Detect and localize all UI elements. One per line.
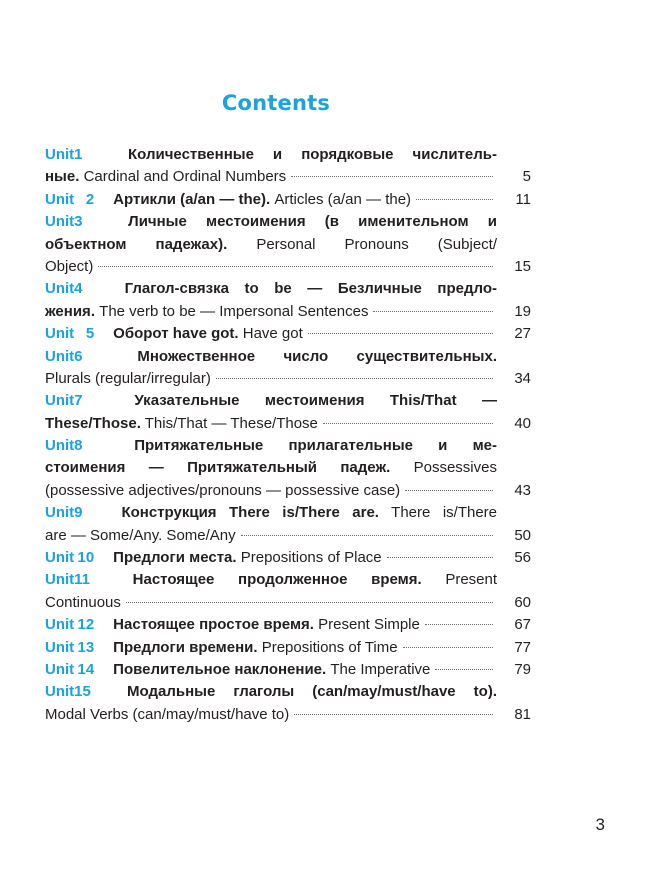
english-title: The verb to be — Impersonal Sentences [99,302,369,320]
english-title: Prepositions of Time [261,638,398,656]
page-ref: 60 [514,593,531,611]
unit-label: Unit8 [45,435,109,457]
unit-label: Unit4 [45,278,109,300]
page-ref: 56 [514,549,531,567]
dot-leader [291,176,493,177]
page-number: 3 [595,815,605,834]
unit-label: Unit7 [45,390,109,412]
toc-entry-text [45,390,497,412]
toc-entry-text [45,525,236,547]
russian-title: Предлоги места. [113,549,237,567]
toc-entry-text [45,368,211,390]
russian-title: Артикли (a/an — the). [113,190,271,208]
russian-title: Конструкция There is/There are. [121,504,379,522]
russian-title: жения. [45,302,95,320]
toc-entry-continuation[interactable] [45,301,531,323]
toc-entry-text [45,301,368,323]
page-ref: 50 [514,526,531,544]
unit-number: 14 [77,660,95,678]
page-ref: 81 [514,705,531,723]
page-ref: 11 [515,190,531,208]
toc-entry-text [45,189,411,211]
english-title: Personal Pronouns (Subject/ [256,235,497,253]
english-title: Present Simple [318,616,420,634]
unit-number: 10 [77,549,95,567]
toc-entry-text [45,502,497,524]
toc-entry-text [45,569,497,591]
russian-title: Оборот have got. [113,325,239,343]
dot-leader [294,714,493,715]
unit-label: Unit3 [45,211,109,233]
toc-entry-continuation[interactable] [45,592,531,614]
toc-entry-text [45,278,497,300]
russian-title: объектном падежах). [45,235,228,253]
toc-entry-text [45,211,497,233]
unit-label: Unit 14 [45,659,109,681]
dot-leader [373,311,493,312]
unit-number: 2 [85,190,95,208]
toc-entry[interactable] [45,435,531,457]
page-ref: 79 [514,660,531,678]
toc-entry[interactable] [45,681,531,703]
table-of-contents [45,144,531,726]
toc-entry-text [45,592,121,614]
english-title: There is/There [391,504,497,522]
toc-entry-text [45,614,420,636]
page-ref: 19 [514,302,531,320]
toc-entry-continuation[interactable] [45,166,531,188]
toc-entry[interactable] [45,502,531,524]
dot-leader [425,624,493,625]
unit-number: 4 [74,280,83,298]
russian-title: Предлоги времени. [113,638,258,656]
toc-entry[interactable] [45,637,531,659]
toc-entry-text [45,256,93,278]
dot-leader [241,535,493,536]
unit-label: Unit 5 [45,323,109,345]
english-title: (possessive adjectives/pronouns — possessive case) [45,481,401,499]
toc-entry-continuation[interactable] [45,457,531,479]
unit-label: Unit9 [45,502,109,524]
toc-entry-text [45,457,497,479]
page-title: Contents [221,91,331,115]
english-title: are — Some/Any. Some/Any [45,526,236,544]
unit-label: Unit 10 [45,547,109,569]
page-ref: 77 [514,638,531,656]
unit-number: 13 [77,638,95,656]
english-title: Present [445,571,497,589]
english-title: Prepositions of Place [240,549,382,567]
english-title: The Imperative [330,660,431,678]
toc-entry-text [45,659,430,681]
english-title: Plurals (regular/irregular) [45,369,211,387]
english-title: Possessives [413,459,497,477]
toc-entry-continuation[interactable] [45,234,531,256]
page-ref: 5 [522,168,531,186]
toc-entry-text [45,166,286,188]
toc-entry-continuation[interactable] [45,256,531,278]
dot-leader [416,199,493,200]
unit-number: 3 [74,213,83,231]
russian-title: Повелительное наклонение. [113,660,327,678]
dot-leader [323,423,493,424]
toc-entry[interactable] [45,144,531,166]
toc-entry-text [45,435,497,457]
dot-leader [387,557,493,558]
russian-title: ные. [45,168,80,186]
toc-entry[interactable] [45,569,531,591]
russian-title: Притяжательные прилагательные и ме- [134,437,497,455]
english-title: Object) [45,257,94,275]
toc-entry[interactable] [45,390,531,412]
dot-leader [216,378,493,379]
toc-entry[interactable] [45,346,531,368]
unit-number: 15 [74,683,91,701]
english-title: Have got [242,325,303,343]
unit-number: 9 [74,504,83,522]
toc-entry[interactable] [45,189,531,211]
russian-title: These/Those. [45,414,141,432]
russian-title: Множественное число существительных. [137,347,497,365]
page-ref: 67 [514,616,531,634]
unit-label: Unit6 [45,346,109,368]
toc-entry[interactable] [45,323,531,345]
unit-number: 6 [74,347,83,365]
english-title: Modal Verbs (can/may/must/have to) [45,705,290,723]
unit-number: 5 [85,325,95,343]
dot-leader [405,490,493,491]
toc-entry[interactable] [45,659,531,681]
toc-entry[interactable] [45,211,531,233]
english-title: This/That — These/Those [144,414,318,432]
unit-number: 11 [74,571,91,589]
english-title: Articles (a/an — the) [274,190,412,208]
dot-leader [98,266,493,267]
toc-entry-text [45,547,382,569]
unit-number: 12 [77,616,95,634]
russian-title: Количественные и порядковые числитель- [128,146,497,163]
toc-entry-text [45,346,497,368]
toc-entry[interactable] [45,547,531,569]
toc-entry-text [45,704,289,726]
dot-leader [435,669,493,670]
unit-label: Unit15 [45,681,109,703]
page-ref: 27 [514,325,531,343]
page-ref: 40 [514,414,531,432]
page-ref: 43 [514,481,531,499]
toc-entry-text [45,323,303,345]
unit-label: Unit 12 [45,614,109,636]
toc-entry-continuation[interactable] [45,368,531,390]
toc-entry-text [45,144,497,166]
toc-entry-continuation[interactable] [45,413,531,435]
russian-title: стоимения — Притяжательный падеж. [45,459,391,477]
russian-title: Настоящее продолженное время. [132,571,422,589]
page-ref: 34 [514,369,531,387]
page-ref: 15 [514,257,531,275]
russian-title: Модальные глаголы (can/may/must/have to). [127,683,497,701]
russian-title: Указательные местоимения This/That — [134,392,497,410]
unit-label: Unit 2 [45,189,109,211]
dot-leader [308,333,493,334]
toc-entry-text [45,234,497,256]
toc-entry-continuation[interactable] [45,704,531,726]
toc-entry[interactable] [45,278,531,300]
toc-entry[interactable] [45,614,531,636]
toc-entry-text [45,681,497,703]
dot-leader [403,647,493,648]
unit-label: Unit11 [45,569,109,591]
toc-entry-continuation[interactable] [45,525,531,547]
unit-number: 8 [74,437,83,455]
toc-entry-continuation[interactable] [45,480,531,502]
russian-title: Личные местоимения (в именительном и [128,213,497,231]
unit-label: Unit 13 [45,637,109,659]
russian-title: Глагол-связка to be — Безличные предло- [124,280,497,298]
toc-entry-text [45,413,318,435]
unit-number: 7 [74,392,83,410]
toc-entry-text [45,637,398,659]
dot-leader [126,602,493,603]
english-title: Cardinal and Ordinal Numbers [83,168,287,186]
unit-label: Unit1 [45,144,109,166]
english-title: Continuous [45,593,121,611]
unit-number: 1 [74,146,83,163]
russian-title: Настоящее простое время. [113,616,314,634]
toc-entry-text [45,480,400,502]
